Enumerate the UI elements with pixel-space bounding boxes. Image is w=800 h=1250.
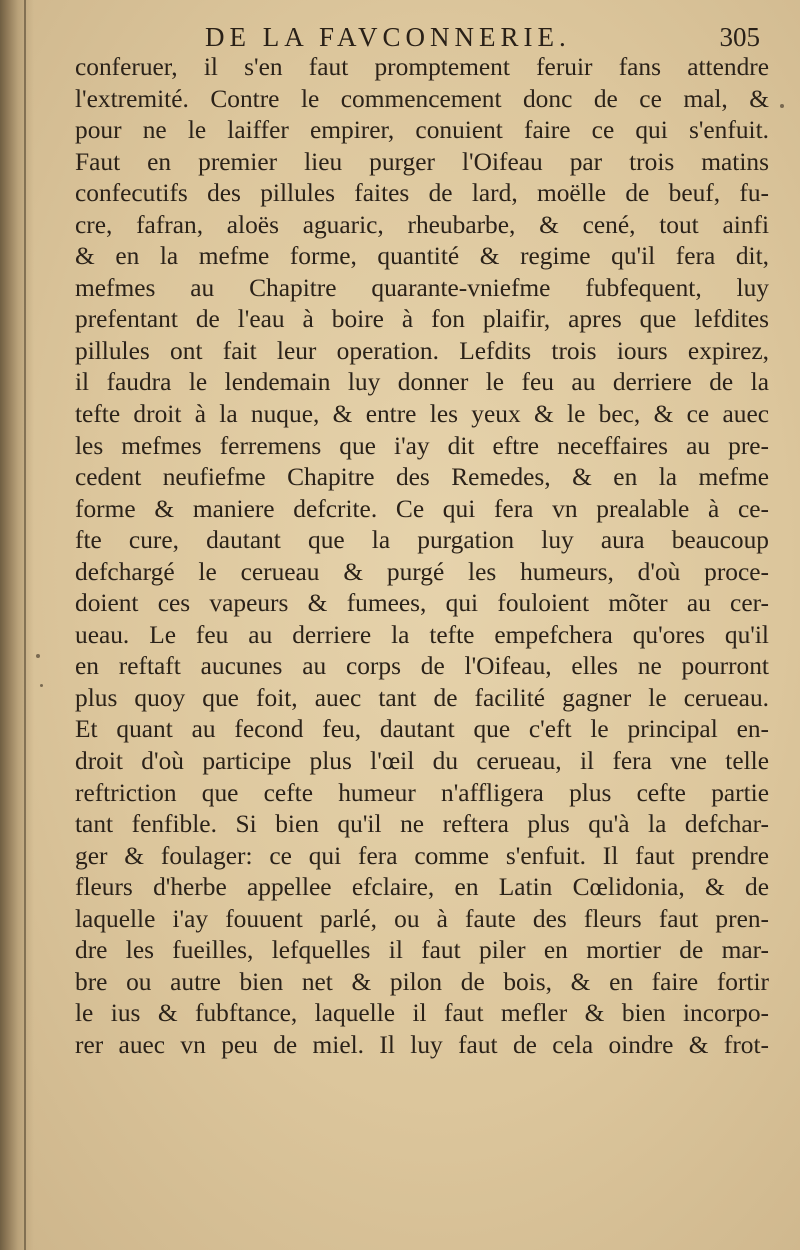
ink-speck bbox=[40, 684, 43, 687]
text-line: doient ces vapeurs & fumees, qui fouloient mõter au cer- bbox=[75, 589, 769, 618]
text-line: plus quoy que foit, auec tant de facilité gagner le cerueau. bbox=[75, 683, 769, 712]
binding-edge bbox=[24, 0, 26, 1250]
text-line: il faudra le lendemain luy donner le feu au derriere de la bbox=[75, 368, 769, 397]
text-line: les mefmes ferremens que i'ay dit eftre neceffaires au pre- bbox=[75, 431, 769, 460]
text-line: conferuer, il s'en faut promptement feruir fans attendre bbox=[75, 53, 769, 81]
text-line: Et quant au fecond feu, dautant que c'eft le principal en- bbox=[75, 715, 769, 744]
text-line: forme & maniere defcrite. Ce qui fera vn prealable à ce- bbox=[75, 494, 769, 523]
text-line: fte cure, dautant que la purgation luy aura beaucoup bbox=[75, 526, 769, 555]
text-line: reftriction que cefte humeur n'affligera plus cefte partie bbox=[75, 778, 769, 807]
text-line: fleurs d'herbe appellee efclaire, en Latin Cœlidonia, & de bbox=[75, 873, 769, 902]
text-line: l'extremité. Contre le commencement donc de ce mal, & bbox=[75, 84, 769, 113]
text-line: dre les fueilles, lefquelles il faut piler en mortier de mar- bbox=[75, 936, 769, 965]
text-line: laquelle i'ay fouuent parlé, ou à faute des fleurs faut pren- bbox=[75, 904, 769, 933]
text-line: rer auec vn peu de miel. Il luy faut de cela oindre & frot- bbox=[75, 1030, 769, 1059]
text-line: le ius & fubftance, laquelle il faut mefler & bien incorpo- bbox=[75, 999, 769, 1028]
text-line: ger & foulager: ce qui fera comme s'enfuit. Il faut prendre bbox=[75, 841, 769, 870]
text-line: droit d'où participe plus l'œil du cerueau, il fera vne telle bbox=[75, 747, 769, 776]
text-line: & en la mefme forme, quantité & regime qu'il fera dit, bbox=[75, 242, 769, 271]
ink-speck bbox=[780, 104, 784, 108]
text-line: defchargé le cerueau & purgé les humeurs, d'où proce- bbox=[75, 557, 769, 586]
text-line: pour ne le laiffer empirer, conuient faire ce qui s'enfuit. bbox=[75, 116, 769, 145]
text-line: ueau. Le feu au derriere la tefte empefchera qu'ores qu'il bbox=[75, 620, 769, 649]
text-line: tant fenfible. Si bien qu'il ne reftera plus qu'à la defchar- bbox=[75, 810, 769, 839]
text-line: cedent neufiefme Chapitre des Remedes, & en la mefme bbox=[75, 463, 769, 492]
text-line: cre, fafran, aloës aguaric, rheubarbe, & cené, tout ainfi bbox=[75, 210, 769, 239]
text-line: confecutifs des pillules faites de lard, moëlle de beuf, fu- bbox=[75, 179, 769, 208]
binding-gutter bbox=[0, 0, 34, 1250]
running-title: DE LA FAVCONNERIE. bbox=[205, 22, 571, 52]
text-line: mefmes au Chapitre quarante-vniefme fubfequent, luy bbox=[75, 273, 769, 302]
page-number: 305 bbox=[719, 22, 760, 52]
text-line: tefte droit à la nuque, & entre les yeux & le bec, & ce auec bbox=[75, 400, 769, 429]
text-line: bre ou autre bien net & pilon de bois, & en faire fortir bbox=[75, 967, 769, 996]
body-text bbox=[75, 52, 769, 1062]
text-line: prefentant de l'eau à boire à fon plaifir, apres que lefdites bbox=[75, 305, 769, 334]
text-line: pillules ont fait leur operation. Lefdits trois iours expirez, bbox=[75, 336, 769, 365]
text-line: Faut en premier lieu purger l'Oifeau par trois matins bbox=[75, 147, 769, 176]
text-line: en reftaft aucunes au corps de l'Oifeau, elles ne pourront bbox=[75, 652, 769, 681]
ink-speck bbox=[36, 654, 40, 658]
